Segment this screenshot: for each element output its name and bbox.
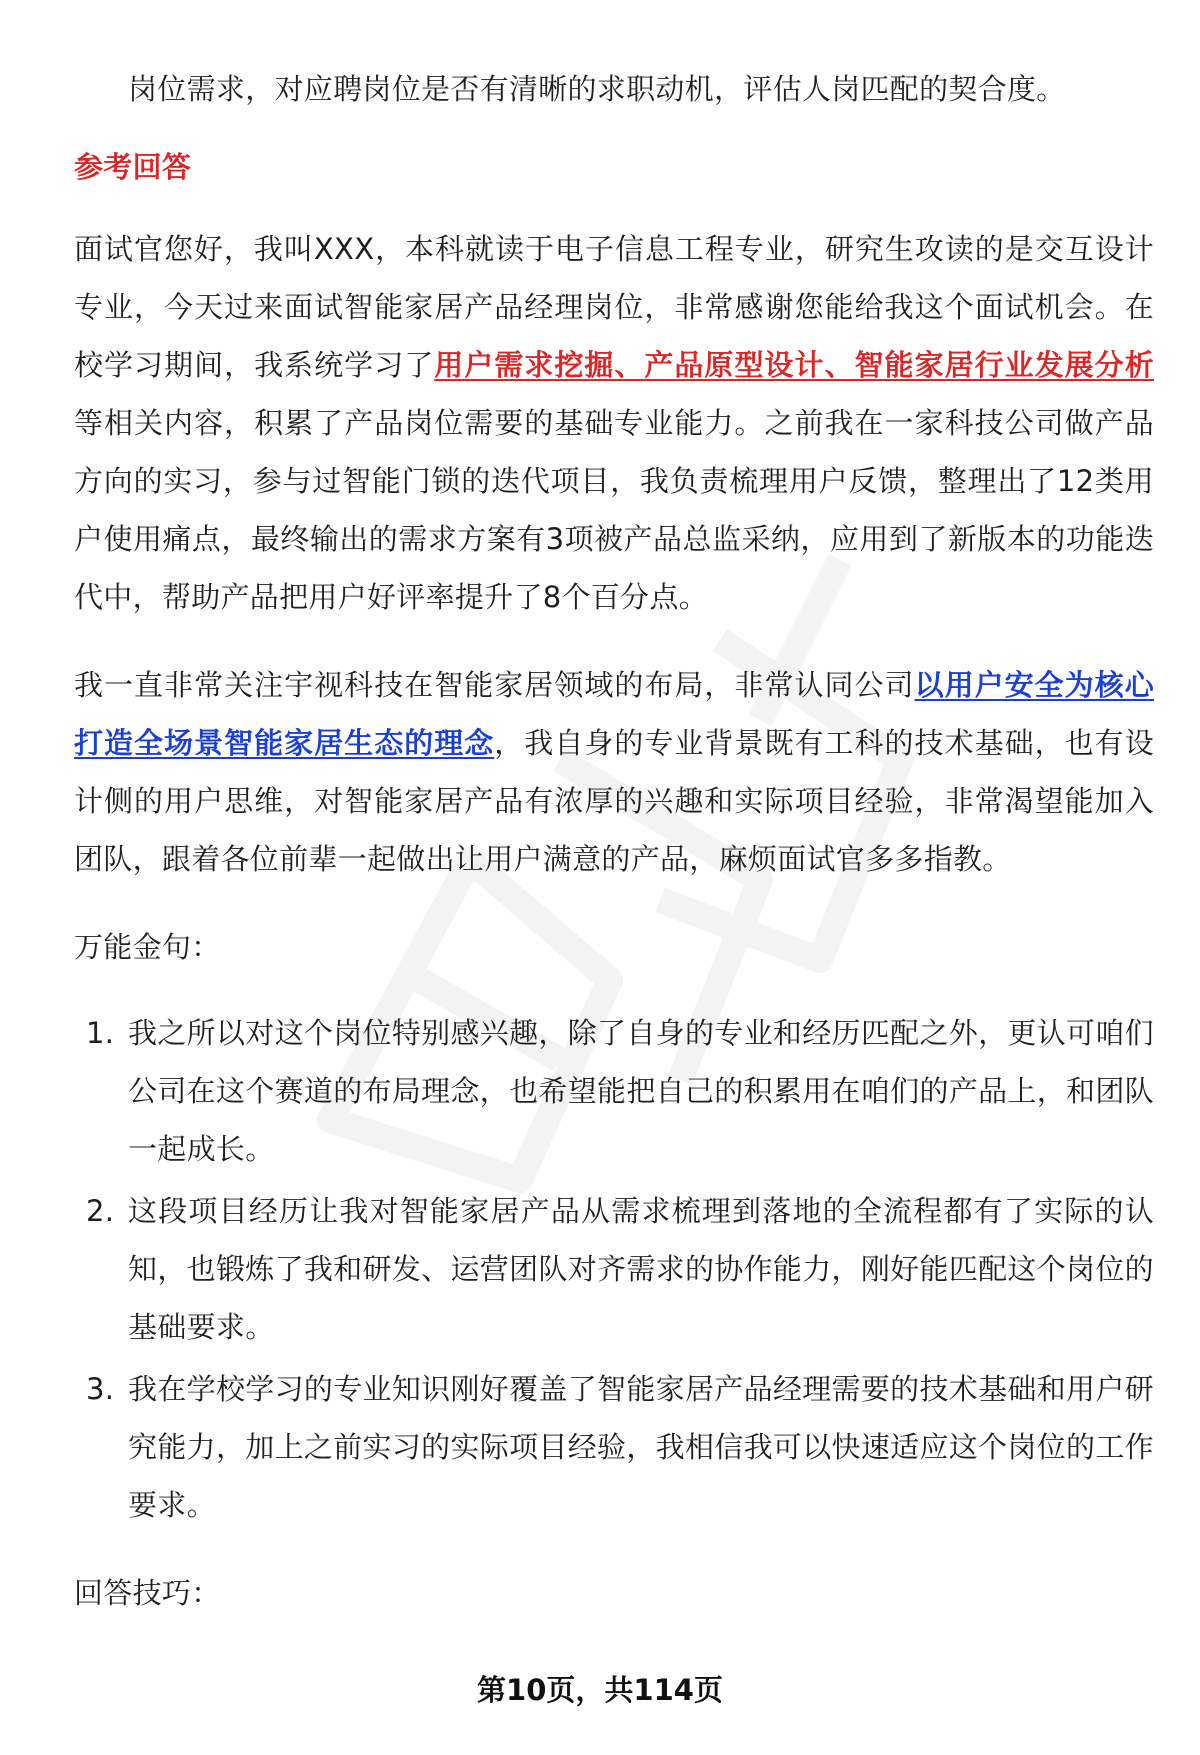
- document-body: [74, 60, 1154, 1650]
- list-item: [74, 1360, 1154, 1534]
- list-item-text: 这段项目经历让我对智能家居产品从需求梳理到落地的全流程都有了实际的认知，也锻炼了我和研发、运营团队对齐需求的协作能力，刚好能匹配这个岗位的基础要求。: [128, 1194, 1154, 1344]
- intro-paragraph-tail: 岗位需求，对应聘岗位是否有清晰的求职动机，评估人岗匹配的契合度。: [128, 72, 1066, 106]
- answer-paragraph-2-start: 我一直非常关注宇视科技在智能家居领域的布局，非常认同公司: [74, 668, 915, 702]
- list-item-number: 3.: [86, 1372, 115, 1406]
- golden-sentences-list: [74, 1004, 1154, 1534]
- reference-answer-heading: 参考回答: [74, 150, 192, 184]
- list-item-text: 我在学校学习的专业知识刚好覆盖了智能家居产品经理需要的技术基础和用户研究能力，加上之前实习的实际项目经验，我相信我可以快速适应这个岗位的工作要求。: [128, 1372, 1154, 1522]
- highlight-company-philosophy: 以用户安全为核心打造全场景智能家居生态的理念: [74, 668, 1155, 760]
- answer-paragraph-1-start: 面试官您好，我叫XXX，本科就读于电子信息工程专业，研究生攻读的是交互设计专业，今天过来面试智能家居产品经理岗位，非常感谢您能给我这个面试机会。在校学习期间，我系统学习了: [74, 232, 1154, 382]
- list-item-number: 1.: [86, 1016, 115, 1050]
- answer-paragraph-1: [74, 220, 1154, 626]
- list-item-text: 我之所以对这个岗位特别感兴趣，除了自身的专业和经历匹配之外，更认可咱们公司在这个赛道的布局理念，也希望能把自己的积累用在咱们的产品上，和团队一起成长。: [128, 1016, 1154, 1166]
- answer-paragraph-2-end: ，我自身的专业背景既有工科的技术基础，也有设计侧的用户思维，对智能家居产品有浓厚的兴趣和实际项目经验，非常渴望能加入团队，跟着各位前辈一起做出让用户满意的产品，麻烦面试官多多指教。: [74, 726, 1154, 876]
- page-number-footer: 第10页，共114页: [477, 1673, 723, 1707]
- highlight-study-topics: 用户需求挖掘、产品原型设计、智能家居行业发展分析: [434, 348, 1155, 382]
- answer-paragraph-2: [74, 656, 1154, 888]
- list-item: [74, 1182, 1154, 1356]
- list-item: [74, 1004, 1154, 1178]
- answer-tips-label: 回答技巧：: [74, 1576, 221, 1610]
- list-item-number: 2.: [86, 1194, 115, 1228]
- golden-sentences-label: 万能金句：: [74, 930, 221, 964]
- answer-paragraph-1-end: 等相关内容，积累了产品岗位需要的基础专业能力。之前我在一家科技公司做产品方向的实习，参与过智能门锁的迭代项目，我负责梳理用户反馈，整理出了12类用户使用痛点，最终输出的需求方案有3项被产品总监采纳，应用到了新版本的功能迭代中，帮助产品把用户好评率提升了8个百分点。: [74, 406, 1154, 614]
